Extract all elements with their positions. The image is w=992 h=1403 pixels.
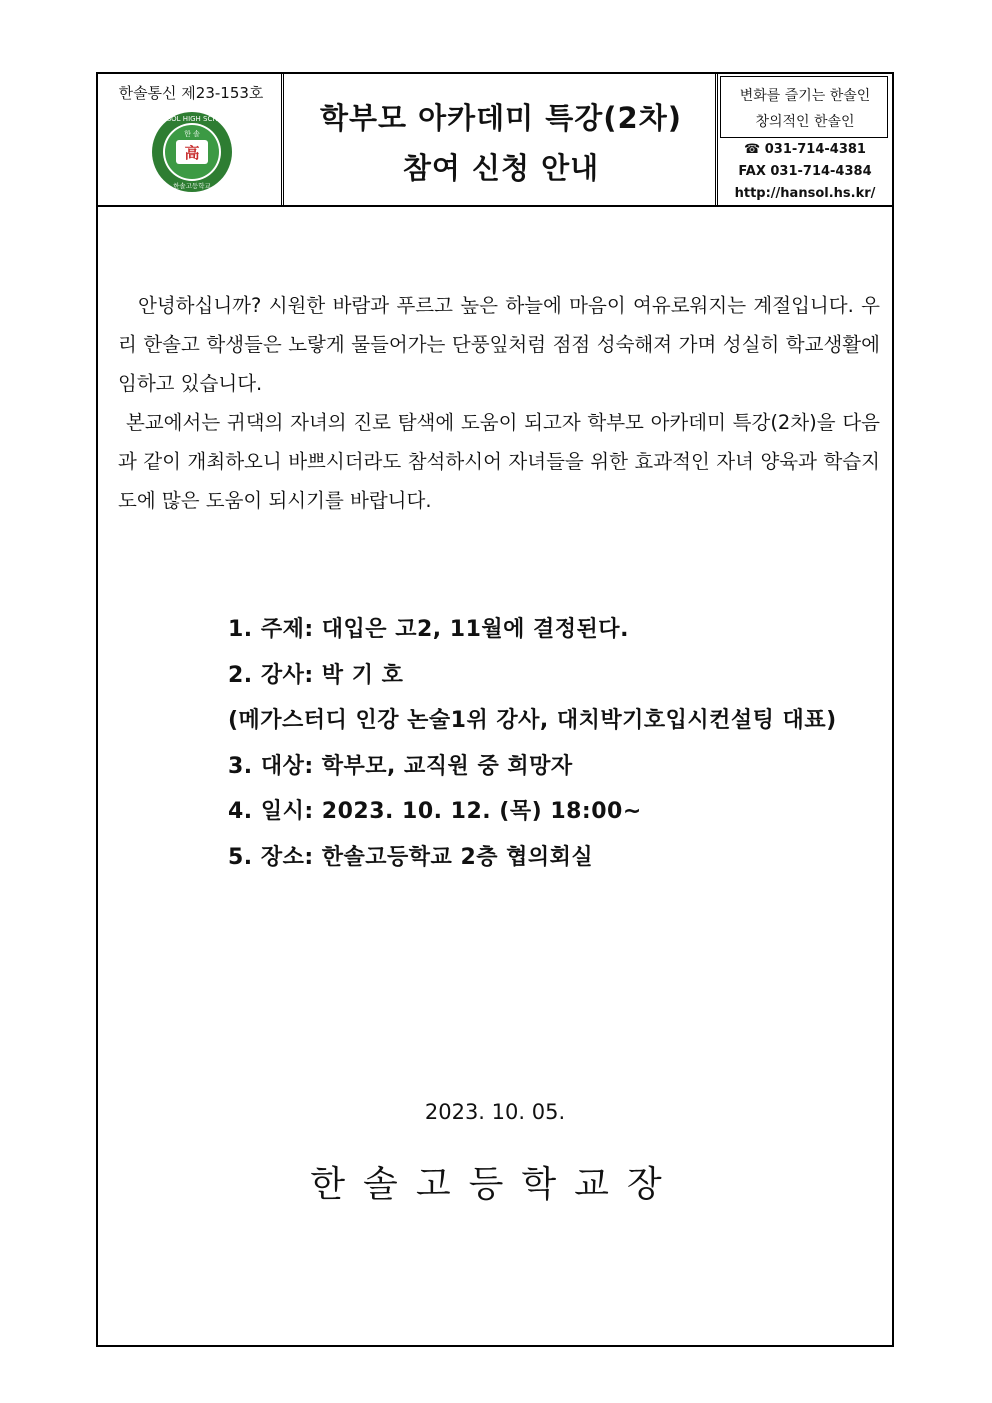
emblem-center-text: 高 xyxy=(184,144,200,162)
detail-speaker: 2. 강사: 박 기 호 xyxy=(228,662,404,688)
motto-box xyxy=(720,76,888,138)
invitation-paragraph: 본교에서는 귀댁의 자녀의 진로 탐색에 도움이 되고자 학부모 아카데미 특강(2차)을 다음과 같이 개최하오니 바쁘시더라도 참석하시어 자녀들을 위한 효과적인 자녀 양육과 학습지도에 많은 도움이 되시기를 바랍니다. xyxy=(118,411,880,512)
letterhead-right xyxy=(718,74,892,205)
motto-line-1: 변화를 즐기는 한솔인 xyxy=(739,88,871,104)
detail-location: 5. 장소: 한솔고등학교 2층 협의회실 xyxy=(228,844,594,870)
letterhead xyxy=(98,74,892,207)
emblem-ring-text: HANSOL HIGH SCHOOL xyxy=(151,115,233,123)
motto-line-2: 창의적인 한솔인 xyxy=(755,114,855,130)
emblem-bottom-text: 한솔고등학교 xyxy=(173,182,211,190)
principal-signature: 한솔고등학교장 xyxy=(310,1164,680,1205)
letterhead-title xyxy=(284,74,718,205)
page-subtitle: 참여 신청 안내 xyxy=(402,151,600,185)
fax-number: FAX 031-714-4384 xyxy=(738,164,872,179)
page-title: 학부모 아카데미 특강(2차) xyxy=(319,101,683,135)
issue-number: 한솔통신 제23-153호 xyxy=(118,84,264,102)
phone-number: ☎ 031-714-4381 xyxy=(744,142,866,157)
detail-speaker-profile: (메가스터디 인강 논술1위 강사, 대치박기호입시컨설팅 대표) xyxy=(228,708,837,733)
issue-date: 2023. 10. 05. xyxy=(424,1100,566,1124)
website-link[interactable]: http://hansol.hs.kr/ xyxy=(734,186,876,201)
letterhead-left xyxy=(98,74,284,205)
event-details-list xyxy=(228,607,837,880)
emblem-top-text: 한 솔 xyxy=(184,130,200,138)
detail-datetime: 4. 일시: 2023. 10. 12. (목) 18:00~ xyxy=(228,799,642,824)
detail-audience: 3. 대상: 학부모, 교직원 중 희망자 xyxy=(228,753,573,779)
document-frame xyxy=(96,72,894,1347)
school-emblem-icon xyxy=(150,110,234,194)
detail-topic: 1. 주제: 대입은 고2, 11월에 결정된다. xyxy=(228,617,629,642)
greeting-paragraph: 안녕하십니까? 시원한 바람과 푸르고 높은 하늘에 마음이 여유로워지는 계절입니다. 우리 한솔고 학생들은 노랗게 물들어가는 단풍잎처럼 점점 성숙해져 가며 성실히 학교생활에 임하고 있습니다. xyxy=(118,294,880,395)
